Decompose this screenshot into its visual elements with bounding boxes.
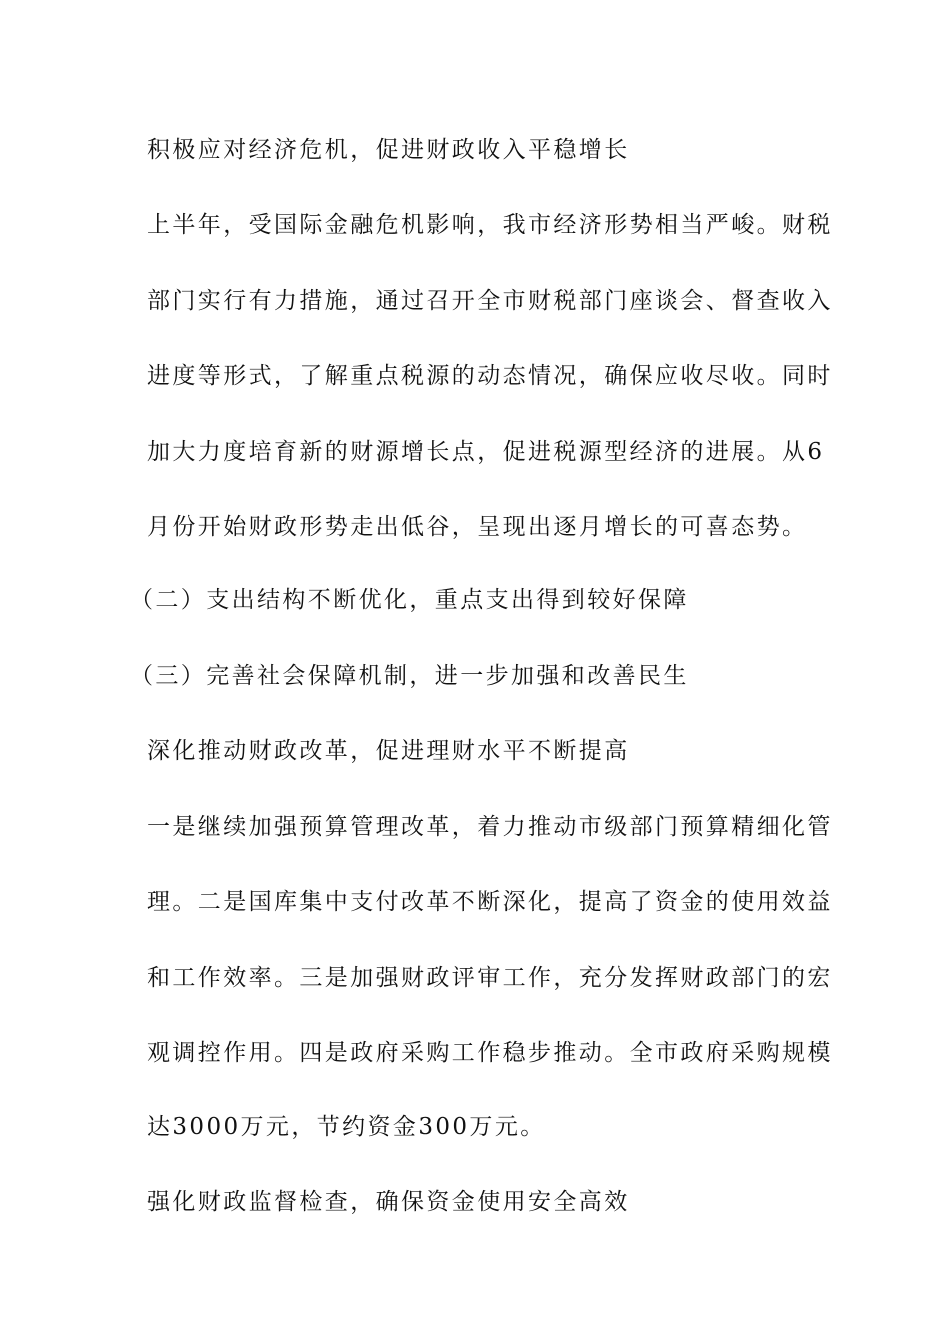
- paragraph-line: 观调控作用。四是政府采购工作稳步推动。全市政府采购规模: [147, 1040, 833, 1066]
- paragraph-line: 部门实行有力措施，通过召开全市财税部门座谈会、督查收入: [147, 288, 833, 314]
- paragraph-line: 达3000万元，节约资金300万元。: [147, 1114, 546, 1140]
- section-heading-reform: 深化推动财政改革，促进理财水平不断提高: [147, 738, 630, 764]
- paragraph-line: 和工作效率。三是加强财政评审工作，充分发挥财政部门的宏: [147, 965, 833, 991]
- paragraph-line: 理。二是国库集中支付改革不断深化，提高了资金的使用效益: [147, 889, 833, 915]
- section-heading-revenue: 积极应对经济危机，促进财政收入平稳增长: [147, 137, 630, 163]
- paragraph-line: 月份开始财政形势走出低谷，呈现出逐月增长的可喜态势。: [147, 514, 808, 540]
- subsection-heading-social-security: （三）完善社会保障机制，进一步加强和改善民生: [130, 663, 689, 689]
- paragraph-line: 加大力度培育新的财源增长点，促进税源型经济的进展。从6: [147, 439, 825, 465]
- paragraph-line: 上半年，受国际金融危机影响，我市经济形势相当严峻。财税: [147, 212, 833, 238]
- subsection-heading-expenditure: （二）支出结构不断优化，重点支出得到较好保障: [130, 587, 689, 613]
- section-heading-supervision: 强化财政监督检查，确保资金使用安全高效: [147, 1189, 630, 1215]
- paragraph-line: 一是继续加强预算管理改革，着力推动市级部门预算精细化管: [147, 814, 833, 840]
- paragraph-line: 进度等形式，了解重点税源的动态情况，确保应收尽收。同时: [147, 363, 833, 389]
